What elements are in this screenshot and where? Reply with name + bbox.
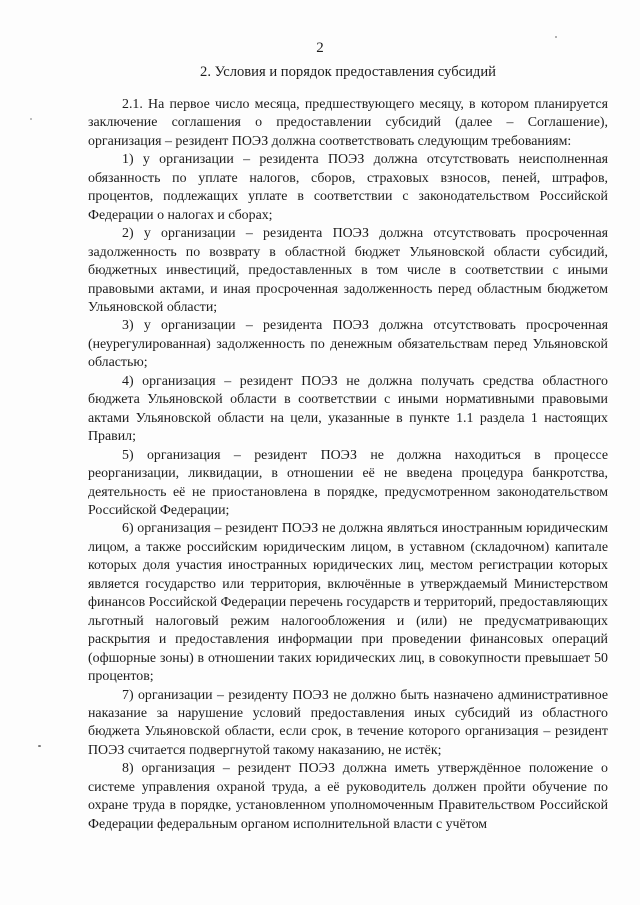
requirement-5: 5) организация – резидент ПОЭЗ не должна находиться в процессе реорганизации, ликвидации, в отношении её не введена процедура банкротства, деятельность её не приостановлена в порядке, предусмотренном законодательством Российской Федерации;: [88, 447, 608, 518]
requirement-6: 6) организация – резидент ПОЭЗ не должна являться иностранным юридическим лицом, а также российским юридическим лицом, в уставном (складочном) капитале которых доля участия иностранных юридических лиц, местом регистрации которых является государство или территория, включённые в утверждаемый Министерством финансов Российской Федерации перечень государств и территорий, предоставляющих льготный налоговый режим налогообложения и (или) не предусматривающих раскрытия и предоставления информации при проведении финансовых операций (офшорные зоны) в отношении таких юридических лиц, в совокупности превышает 50 процентов;: [88, 521, 609, 685]
scan-artifact: [38, 745, 41, 747]
page-number: 2: [316, 40, 324, 56]
document-body: [88, 96, 608, 834]
requirement-4: 4) организация – резидент ПОЭЗ не должна получать средства областного бюджета Ульяновской области в соответствии с иными нормативными правовыми актами Ульяновской области на цели, указанные в пункте 1.1 раздела 1 настоящих Правил;: [88, 373, 608, 445]
requirement-3: 3) у организации – резидента ПОЭЗ должна отсутствовать просроченная (неурегулированная) задолженность по денежным обязательствам перед Ульяновской областью;: [88, 318, 608, 371]
requirement-1: 1) у организации – резидента ПОЭЗ должна отсутствовать неисполненная обязанность по уплате налогов, сборов, страховых взносов, пеней, штрафов, процентов, подлежащих уплате в соответствии с законодательством Российской Федерации о налогах и сборах;: [88, 152, 608, 223]
scan-artifact: [555, 36, 557, 38]
requirement-8: 8) организация – резидент ПОЭЗ должна иметь утверждённое положение о системе управления охраной труда, а её руководитель должен пройти обучение по охране труда в порядке, установленном уполномоченным Правительством Российской Федерации федеральным органом исполнительной власти с учётом: [88, 761, 608, 832]
scan-artifact: [30, 118, 32, 120]
requirement-7: 7) организации – резиденту ПОЭЗ не должно быть назначено административное наказание за нарушение условий предоставления иных субсидий из областного бюджета Ульяновской области, если срок, в течение которого организация – резидент ПОЭЗ считается подвергнутой такому наказанию, не истёк;: [88, 687, 608, 758]
paragraph-2-1: 2.1. На первое число месяца, предшествующего месяцу, в котором планируется заключение соглашения о предоставлении субсидий (далее – Соглашение), организация – резидент ПОЭЗ должна соответствовать следующим требованиям:: [88, 97, 608, 149]
requirement-2: 2) у организации – резидента ПОЭЗ должна отсутствовать просроченная задолженность по возврату в областной бюджет Ульяновской области субсидий, бюджетных инвестиций, предоставленных в том числе в соответствии с иными правовыми актами, и иная просроченная задолженность перед областным бюджетом Ульяновской области;: [88, 226, 608, 315]
section-title: 2. Условия и порядок предоставления субсидий: [200, 64, 496, 80]
